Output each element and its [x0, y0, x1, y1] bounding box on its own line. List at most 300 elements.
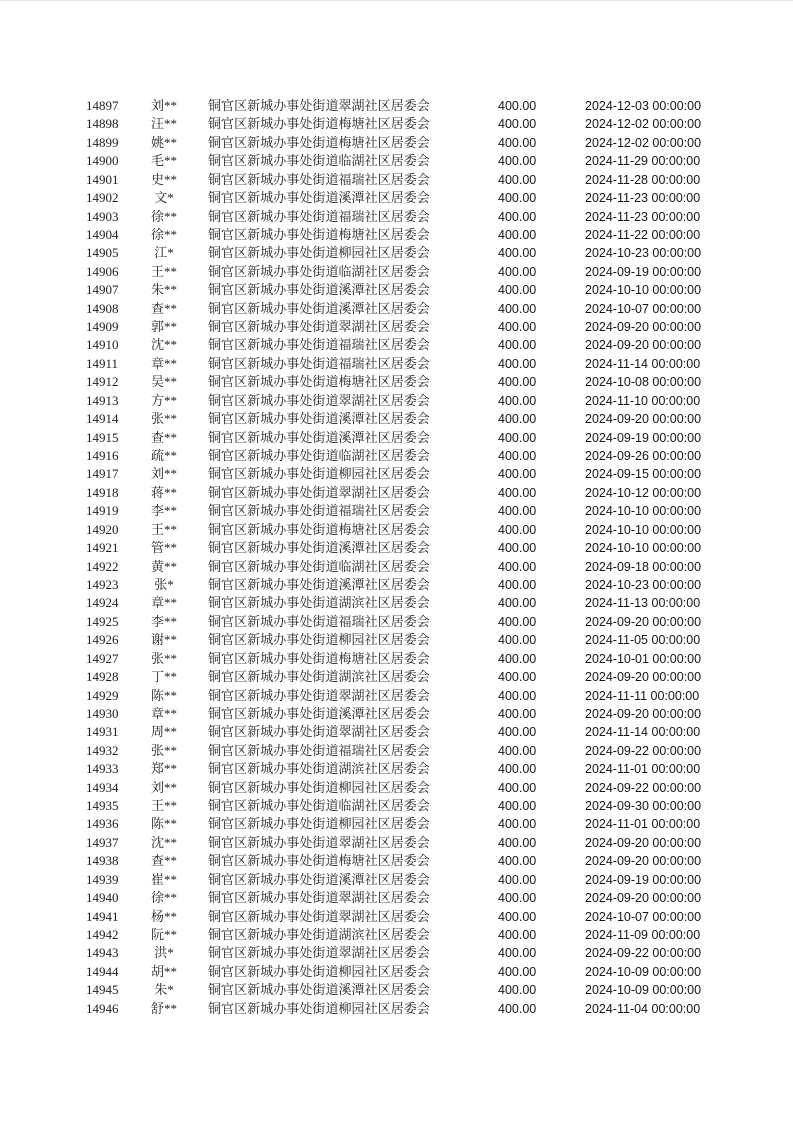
date-cell: 2024-11-29 00:00:00 — [585, 154, 701, 169]
person-name-cell: 文* — [154, 190, 174, 206]
table-row — [0, 1000, 793, 1018]
person-name-cell: 史** — [150, 171, 177, 187]
amount-cell: 400.00 — [498, 375, 537, 390]
date-cell: 2024-11-14 00:00:00 — [585, 725, 701, 740]
record-id-cell: 14918 — [86, 484, 119, 500]
amount-cell: 400.00 — [498, 596, 537, 611]
organization-cell: 铜官区新城办事处街道溪潭社区居委会 — [208, 705, 430, 721]
date-cell: 2024-10-23 00:00:00 — [585, 246, 702, 261]
record-id-cell: 14907 — [86, 282, 119, 298]
person-name-cell: 杨** — [150, 908, 177, 924]
amount-cell: 400.00 — [498, 891, 537, 906]
amount-cell: 400.00 — [498, 264, 537, 279]
date-cell: 2024-10-01 00:00:00 — [585, 651, 702, 666]
table-row — [0, 355, 793, 373]
record-id-cell: 14935 — [86, 798, 119, 814]
date-cell: 2024-10-10 00:00:00 — [585, 522, 702, 537]
organization-cell: 铜官区新城办事处街道福瑞社区居委会 — [208, 355, 430, 371]
organization-cell: 铜官区新城办事处街道翠湖社区居委会 — [208, 98, 430, 113]
person-name-cell: 毛** — [150, 153, 177, 169]
table-row — [0, 760, 793, 778]
record-id-cell: 14932 — [86, 742, 119, 758]
organization-cell: 铜官区新城办事处街道翠湖社区居委会 — [208, 890, 430, 906]
date-cell: 2024-09-20 00:00:00 — [585, 614, 702, 629]
table-row — [0, 852, 793, 870]
record-id-cell: 14916 — [86, 448, 119, 464]
record-id-cell: 14915 — [86, 429, 119, 445]
person-name-cell: 蒋** — [150, 484, 177, 500]
person-name-cell: 谢** — [150, 632, 177, 648]
person-name-cell: 徐** — [150, 208, 177, 224]
record-id-cell: 14912 — [86, 374, 119, 390]
amount-cell: 400.00 — [498, 301, 537, 316]
date-cell: 2024-11-23 00:00:00 — [585, 191, 701, 206]
table-row — [0, 650, 793, 668]
table-row — [0, 152, 793, 170]
date-cell: 2024-10-12 00:00:00 — [585, 485, 702, 500]
person-name-cell: 朱** — [150, 282, 177, 298]
amount-cell: 400.00 — [498, 614, 537, 629]
date-cell: 2024-11-13 00:00:00 — [585, 596, 701, 611]
record-id-cell: 14902 — [86, 190, 119, 206]
person-name-cell: 郑** — [150, 761, 177, 777]
date-cell: 2024-11-09 00:00:00 — [585, 927, 701, 942]
date-cell: 2024-09-20 00:00:00 — [585, 835, 702, 850]
table-row — [0, 779, 793, 797]
person-name-cell: 陈** — [150, 687, 177, 703]
table-row — [0, 263, 793, 281]
date-cell: 2024-11-10 00:00:00 — [585, 393, 701, 408]
table-row — [0, 926, 793, 944]
record-id-cell: 14944 — [86, 963, 119, 979]
amount-cell: 400.00 — [498, 743, 537, 758]
record-id-cell: 14945 — [86, 982, 119, 998]
person-name-cell: 吴** — [150, 374, 177, 390]
amount-cell: 400.00 — [498, 283, 537, 298]
person-name-cell: 王** — [150, 798, 177, 814]
organization-cell: 铜官区新城办事处街道溪潭社区居委会 — [208, 190, 430, 206]
amount-cell: 400.00 — [498, 817, 537, 832]
record-id-cell: 14897 — [86, 98, 119, 113]
person-name-cell: 汪** — [150, 116, 177, 132]
table-row — [0, 189, 793, 207]
person-name-cell: 李** — [150, 503, 177, 519]
table-row — [0, 613, 793, 631]
date-cell: 2024-11-11 00:00:00 — [585, 688, 700, 703]
amount-cell: 400.00 — [498, 412, 537, 427]
person-name-cell: 刘** — [150, 779, 177, 795]
amount-cell: 400.00 — [498, 780, 537, 795]
date-cell: 2024-09-19 00:00:00 — [585, 264, 702, 279]
record-id-cell: 14928 — [86, 669, 119, 685]
amount-cell: 400.00 — [498, 927, 537, 942]
organization-cell: 铜官区新城办事处街道翠湖社区居委会 — [208, 724, 430, 740]
amount-cell: 400.00 — [498, 983, 537, 998]
person-name-cell: 沈** — [150, 834, 177, 850]
person-name-cell: 舒** — [150, 1000, 177, 1016]
date-cell: 2024-09-20 00:00:00 — [585, 891, 702, 906]
person-name-cell: 王** — [150, 263, 177, 279]
organization-cell: 铜官区新城办事处街道湖滨社区居委会 — [208, 926, 430, 942]
date-cell: 2024-11-05 00:00:00 — [585, 633, 701, 648]
date-cell: 2024-10-23 00:00:00 — [585, 577, 702, 592]
record-id-cell: 14908 — [86, 300, 119, 316]
date-cell: 2024-10-10 00:00:00 — [585, 541, 702, 556]
organization-cell: 铜官区新城办事处街道湖滨社区居委会 — [208, 761, 430, 777]
amount-cell: 400.00 — [498, 1001, 537, 1016]
amount-cell: 400.00 — [498, 338, 537, 353]
record-id-cell: 14930 — [86, 705, 119, 721]
person-name-cell: 江* — [154, 245, 174, 261]
organization-cell: 铜官区新城办事处街道柳园社区居委会 — [208, 632, 430, 648]
date-cell: 2024-10-07 00:00:00 — [585, 301, 702, 316]
person-name-cell: 洪* — [154, 945, 174, 961]
date-cell: 2024-10-07 00:00:00 — [585, 909, 702, 924]
date-cell: 2024-12-03 00:00:00 — [585, 99, 702, 113]
record-id-cell: 14903 — [86, 208, 119, 224]
amount-cell: 400.00 — [498, 449, 537, 464]
amount-cell: 400.00 — [498, 117, 537, 132]
record-id-cell: 14901 — [86, 171, 119, 187]
date-cell: 2024-09-19 00:00:00 — [585, 430, 702, 445]
organization-cell: 铜官区新城办事处街道临湖社区居委会 — [208, 448, 430, 464]
table-row — [0, 336, 793, 354]
records-table — [0, 1, 793, 1018]
amount-cell: 400.00 — [498, 191, 537, 206]
date-cell: 2024-11-28 00:00:00 — [585, 172, 701, 187]
date-cell: 2024-10-09 00:00:00 — [585, 983, 702, 998]
organization-cell: 铜官区新城办事处街道翠湖社区居委会 — [208, 908, 430, 924]
date-cell: 2024-09-20 00:00:00 — [585, 412, 702, 427]
amount-cell: 400.00 — [498, 154, 537, 169]
amount-cell: 400.00 — [498, 99, 537, 113]
date-cell: 2024-09-18 00:00:00 — [585, 559, 702, 574]
person-name-cell: 李** — [150, 613, 177, 629]
table-row — [0, 429, 793, 447]
date-cell: 2024-10-09 00:00:00 — [585, 964, 702, 979]
person-name-cell: 胡** — [150, 963, 177, 979]
record-id-cell: 14946 — [86, 1000, 119, 1016]
date-cell: 2024-10-08 00:00:00 — [585, 375, 702, 390]
table-row — [0, 281, 793, 299]
table-row — [0, 834, 793, 852]
date-cell: 2024-11-14 00:00:00 — [585, 356, 701, 371]
record-id-cell: 14934 — [86, 779, 119, 795]
record-id-cell: 14927 — [86, 650, 119, 666]
amount-cell: 400.00 — [498, 393, 537, 408]
record-id-cell: 14939 — [86, 871, 119, 887]
amount-cell: 400.00 — [498, 633, 537, 648]
organization-cell: 铜官区新城办事处街道溪潭社区居委会 — [208, 982, 430, 998]
date-cell: 2024-11-01 00:00:00 — [585, 817, 701, 832]
date-cell: 2024-10-10 00:00:00 — [585, 283, 702, 298]
record-id-cell: 14941 — [86, 908, 119, 924]
person-name-cell: 周** — [150, 724, 177, 740]
amount-cell: 400.00 — [498, 541, 537, 556]
record-id-cell: 14900 — [86, 153, 119, 169]
amount-cell: 400.00 — [498, 246, 537, 261]
table-row — [0, 465, 793, 483]
date-cell: 2024-09-22 00:00:00 — [585, 946, 702, 961]
date-cell: 2024-09-20 00:00:00 — [585, 854, 702, 869]
record-id-cell: 14938 — [86, 853, 119, 869]
date-cell: 2024-11-22 00:00:00 — [585, 227, 701, 242]
person-name-cell: 章** — [150, 595, 177, 611]
person-name-cell: 章** — [150, 355, 177, 371]
table-row — [0, 558, 793, 576]
organization-cell: 铜官区新城办事处街道柳园社区居委会 — [208, 466, 430, 482]
record-id-cell: 14940 — [86, 890, 119, 906]
record-id-cell: 14911 — [86, 355, 119, 371]
organization-cell: 铜官区新城办事处街道临湖社区居委会 — [208, 798, 430, 814]
table-row — [0, 392, 793, 410]
amount-cell: 400.00 — [498, 356, 537, 371]
organization-cell: 铜官区新城办事处街道翠湖社区居委会 — [208, 945, 430, 961]
table-row — [0, 944, 793, 962]
person-name-cell: 刘** — [150, 98, 177, 113]
record-id-cell: 14924 — [86, 595, 119, 611]
person-name-cell: 阮** — [150, 926, 177, 942]
table-row — [0, 300, 793, 318]
organization-cell: 铜官区新城办事处街道梅塘社区居委会 — [208, 116, 430, 132]
organization-cell: 铜官区新城办事处街道福瑞社区居委会 — [208, 208, 430, 224]
table-row — [0, 484, 793, 502]
table-row — [0, 318, 793, 336]
organization-cell: 铜官区新城办事处街道梅塘社区居委会 — [208, 521, 430, 537]
record-id-cell: 14913 — [86, 392, 119, 408]
person-name-cell: 张** — [150, 742, 177, 758]
table-row — [0, 723, 793, 741]
record-id-cell: 14943 — [86, 945, 119, 961]
person-name-cell: 张* — [154, 576, 174, 592]
date-cell: 2024-12-02 00:00:00 — [585, 117, 702, 132]
amount-cell: 400.00 — [498, 172, 537, 187]
organization-cell: 铜官区新城办事处街道福瑞社区居委会 — [208, 171, 430, 187]
organization-cell: 铜官区新城办事处街道柳园社区居委会 — [208, 245, 430, 261]
organization-cell: 铜官区新城办事处街道溪潭社区居委会 — [208, 411, 430, 427]
amount-cell: 400.00 — [498, 651, 537, 666]
organization-cell: 铜官区新城办事处街道福瑞社区居委会 — [208, 337, 430, 353]
record-id-cell: 14909 — [86, 319, 119, 335]
table-row — [0, 97, 793, 115]
date-cell: 2024-09-30 00:00:00 — [585, 799, 702, 814]
table-row — [0, 226, 793, 244]
organization-cell: 铜官区新城办事处街道临湖社区居委会 — [208, 153, 430, 169]
table-row — [0, 631, 793, 649]
person-name-cell: 朱* — [154, 982, 174, 998]
record-id-cell: 14936 — [86, 816, 119, 832]
record-id-cell: 14898 — [86, 116, 119, 132]
organization-cell: 铜官区新城办事处街道翠湖社区居委会 — [208, 319, 430, 335]
person-name-cell: 郭** — [150, 319, 177, 335]
table-row — [0, 963, 793, 981]
organization-cell: 铜官区新城办事处街道翠湖社区居委会 — [208, 484, 430, 500]
person-name-cell: 章** — [150, 705, 177, 721]
person-name-cell: 疏** — [150, 448, 177, 464]
organization-cell: 铜官区新城办事处街道溪潭社区居委会 — [208, 300, 430, 316]
amount-cell: 400.00 — [498, 135, 537, 150]
person-name-cell: 丁** — [150, 669, 177, 685]
date-cell: 2024-11-23 00:00:00 — [585, 209, 701, 224]
amount-cell: 400.00 — [498, 559, 537, 574]
date-cell: 2024-09-20 00:00:00 — [585, 706, 702, 721]
person-name-cell: 徐** — [150, 890, 177, 906]
record-id-cell: 14904 — [86, 226, 119, 242]
amount-cell: 400.00 — [498, 706, 537, 721]
record-id-cell: 14921 — [86, 540, 119, 556]
person-name-cell: 刘** — [150, 466, 177, 482]
date-cell: 2024-09-22 00:00:00 — [585, 743, 702, 758]
table-row — [0, 502, 793, 520]
record-id-cell: 14926 — [86, 632, 119, 648]
table-row — [0, 373, 793, 391]
person-name-cell: 王** — [150, 521, 177, 537]
amount-cell: 400.00 — [498, 430, 537, 445]
table-row — [0, 539, 793, 557]
amount-cell: 400.00 — [498, 522, 537, 537]
amount-cell: 400.00 — [498, 946, 537, 961]
date-cell: 2024-09-20 00:00:00 — [585, 670, 702, 685]
table-row — [0, 447, 793, 465]
table-row — [0, 815, 793, 833]
person-name-cell: 崔** — [150, 871, 177, 887]
record-id-cell: 14925 — [86, 613, 119, 629]
organization-cell: 铜官区新城办事处街道溪潭社区居委会 — [208, 576, 430, 592]
organization-cell: 铜官区新城办事处街道溪潭社区居委会 — [208, 282, 430, 298]
table-row — [0, 208, 793, 226]
record-id-cell: 14929 — [86, 687, 119, 703]
record-id-cell: 14942 — [86, 926, 119, 942]
amount-cell: 400.00 — [498, 872, 537, 887]
amount-cell: 400.00 — [498, 909, 537, 924]
amount-cell: 400.00 — [498, 227, 537, 242]
table-row — [0, 410, 793, 428]
table-row — [0, 521, 793, 539]
organization-cell: 铜官区新城办事处街道翠湖社区居委会 — [208, 392, 430, 408]
person-name-cell: 沈** — [150, 337, 177, 353]
person-name-cell: 查** — [150, 853, 177, 869]
date-cell: 2024-10-10 00:00:00 — [585, 504, 702, 519]
organization-cell: 铜官区新城办事处街道福瑞社区居委会 — [208, 742, 430, 758]
amount-cell: 400.00 — [498, 799, 537, 814]
date-cell: 2024-09-15 00:00:00 — [585, 467, 702, 482]
organization-cell: 铜官区新城办事处街道临湖社区居委会 — [208, 558, 430, 574]
person-name-cell: 方** — [150, 392, 177, 408]
organization-cell: 铜官区新城办事处街道翠湖社区居委会 — [208, 834, 430, 850]
amount-cell: 400.00 — [498, 688, 537, 703]
table-row — [0, 668, 793, 686]
record-id-cell: 14917 — [86, 466, 119, 482]
organization-cell: 铜官区新城办事处街道梅塘社区居委会 — [208, 650, 430, 666]
date-cell: 2024-12-02 00:00:00 — [585, 135, 702, 150]
organization-cell: 铜官区新城办事处街道柳园社区居委会 — [208, 779, 430, 795]
record-id-cell: 14920 — [86, 521, 119, 537]
organization-cell: 铜官区新城办事处街道福瑞社区居委会 — [208, 503, 430, 519]
date-cell: 2024-09-20 00:00:00 — [585, 338, 702, 353]
organization-cell: 铜官区新城办事处街道湖滨社区居委会 — [208, 595, 430, 611]
table-row — [0, 171, 793, 189]
organization-cell: 铜官区新城办事处街道梅塘社区居委会 — [208, 374, 430, 390]
amount-cell: 400.00 — [498, 854, 537, 869]
record-id-cell: 14931 — [86, 724, 119, 740]
person-name-cell: 姚** — [150, 134, 177, 150]
table-row — [0, 244, 793, 262]
record-id-cell: 14923 — [86, 576, 119, 592]
record-id-cell: 14910 — [86, 337, 119, 353]
person-name-cell: 查** — [150, 429, 177, 445]
person-name-cell: 张** — [150, 411, 177, 427]
date-cell: 2024-09-19 00:00:00 — [585, 872, 702, 887]
date-cell: 2024-09-20 00:00:00 — [585, 320, 702, 335]
date-cell: 2024-09-26 00:00:00 — [585, 449, 702, 464]
date-cell: 2024-09-22 00:00:00 — [585, 780, 702, 795]
record-id-cell: 14937 — [86, 834, 119, 850]
organization-cell: 铜官区新城办事处街道翠湖社区居委会 — [208, 687, 430, 703]
record-id-cell: 14899 — [86, 134, 119, 150]
table-row — [0, 742, 793, 760]
organization-cell: 铜官区新城办事处街道湖滨社区居委会 — [208, 669, 430, 685]
amount-cell: 400.00 — [498, 504, 537, 519]
person-name-cell: 黄** — [150, 558, 177, 574]
date-cell: 2024-11-04 00:00:00 — [585, 1001, 701, 1016]
record-id-cell: 14914 — [86, 411, 119, 427]
amount-cell: 400.00 — [498, 964, 537, 979]
record-id-cell: 14919 — [86, 503, 119, 519]
table-row — [0, 594, 793, 612]
person-name-cell: 管** — [150, 540, 177, 556]
person-name-cell: 查** — [150, 300, 177, 316]
organization-cell: 铜官区新城办事处街道柳园社区居委会 — [208, 1000, 430, 1016]
amount-cell: 400.00 — [498, 725, 537, 740]
organization-cell: 铜官区新城办事处街道溪潭社区居委会 — [208, 540, 430, 556]
amount-cell: 400.00 — [498, 577, 537, 592]
record-id-cell: 14933 — [86, 761, 119, 777]
record-id-cell: 14906 — [86, 263, 119, 279]
record-id-cell: 14922 — [86, 558, 119, 574]
amount-cell: 400.00 — [498, 835, 537, 850]
table-row — [0, 115, 793, 133]
person-name-cell: 徐** — [150, 226, 177, 242]
organization-cell: 铜官区新城办事处街道梅塘社区居委会 — [208, 226, 430, 242]
organization-cell: 铜官区新城办事处街道柳园社区居委会 — [208, 816, 430, 832]
amount-cell: 400.00 — [498, 762, 537, 777]
table-row — [0, 889, 793, 907]
table-row — [0, 797, 793, 815]
organization-cell: 铜官区新城办事处街道福瑞社区居委会 — [208, 613, 430, 629]
amount-cell: 400.00 — [498, 320, 537, 335]
organization-cell: 铜官区新城办事处街道柳园社区居委会 — [208, 963, 430, 979]
person-name-cell: 张** — [150, 650, 177, 666]
table-row — [0, 981, 793, 999]
table-row — [0, 576, 793, 594]
organization-cell: 铜官区新城办事处街道溪潭社区居委会 — [208, 871, 430, 887]
date-cell: 2024-11-01 00:00:00 — [585, 762, 701, 777]
organization-cell: 铜官区新城办事处街道梅塘社区居委会 — [208, 853, 430, 869]
table-row — [0, 134, 793, 152]
amount-cell: 400.00 — [498, 485, 537, 500]
amount-cell: 400.00 — [498, 209, 537, 224]
organization-cell: 铜官区新城办事处街道溪潭社区居委会 — [208, 429, 430, 445]
organization-cell: 铜官区新城办事处街道临湖社区居委会 — [208, 263, 430, 279]
person-name-cell: 陈** — [150, 816, 177, 832]
record-id-cell: 14905 — [86, 245, 119, 261]
amount-cell: 400.00 — [498, 467, 537, 482]
table-row — [0, 687, 793, 705]
organization-cell: 铜官区新城办事处街道梅塘社区居委会 — [208, 134, 430, 150]
table-row — [0, 705, 793, 723]
table-row — [0, 908, 793, 926]
table-row — [0, 871, 793, 889]
